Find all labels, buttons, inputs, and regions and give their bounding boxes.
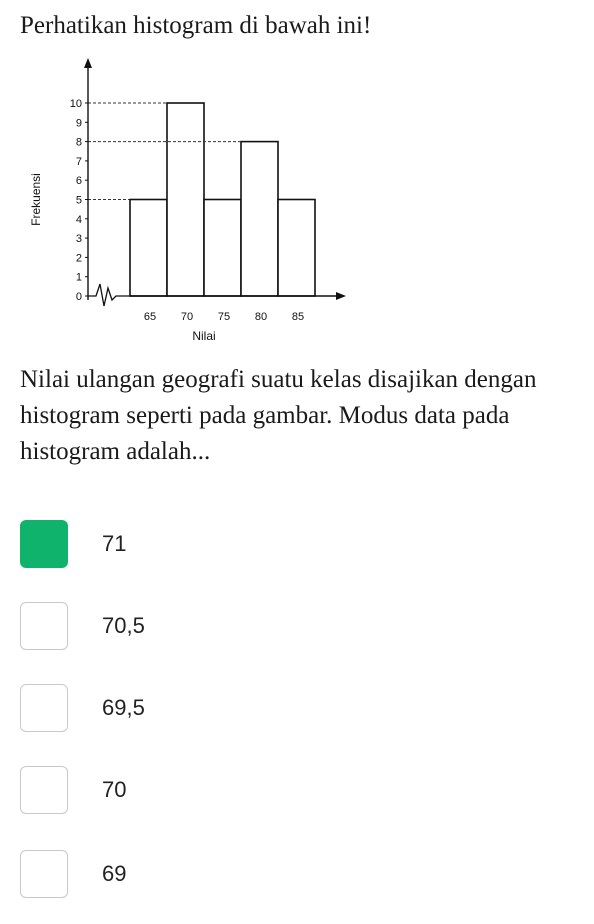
y-tick-label: 5 <box>75 194 82 207</box>
histogram-bar <box>241 142 278 296</box>
y-tick-label: 10 <box>69 98 82 110</box>
histogram-svg <box>26 56 356 352</box>
x-tick-label: 85 <box>291 311 305 323</box>
y-axis-label: Frekuensi <box>29 173 43 226</box>
page-title: Perhatikan histogram di bawah ini! <box>20 12 372 39</box>
y-tick-label: 2 <box>75 252 82 265</box>
answer-option-label: 69,5 <box>102 695 145 720</box>
y-ticks-group <box>70 98 88 303</box>
x-ticks-group <box>144 311 304 323</box>
y-tick-label: 7 <box>75 155 82 168</box>
histogram-bar <box>167 103 204 296</box>
x-tick-label: 70 <box>180 311 194 323</box>
x-tick-label: 65 <box>143 311 157 323</box>
y-tick-label: 6 <box>75 175 82 188</box>
answer-option[interactable] <box>20 602 420 654</box>
bars-group <box>130 103 315 296</box>
axis-break <box>88 284 130 306</box>
histogram-bar <box>278 200 315 297</box>
checkbox-checked[interactable] <box>20 520 68 568</box>
y-tick-label: 9 <box>75 117 82 130</box>
x-tick-label: 75 <box>217 311 231 323</box>
y-tick-label: 4 <box>75 213 82 226</box>
checkbox[interactable] <box>20 684 68 732</box>
answer-option-label: 70,5 <box>102 613 145 638</box>
question-text: Nilai ulangan geografi suatu kelas disajikan dengan histogram seperti pada gambar. Modus data pada histogram adalah... <box>20 366 537 465</box>
checkbox[interactable] <box>20 602 68 650</box>
x-axis-label: Nilai <box>192 329 216 343</box>
histogram-chart <box>26 56 356 352</box>
histogram-bar <box>130 200 167 297</box>
answer-option[interactable] <box>20 520 420 572</box>
y-axis-arrow <box>84 58 92 68</box>
checkbox[interactable] <box>20 766 68 814</box>
y-tick-label: 3 <box>75 233 82 246</box>
answer-option-label: 69 <box>102 861 127 886</box>
y-tick-label: 0 <box>75 291 82 303</box>
answer-option[interactable] <box>20 684 420 736</box>
answer-option[interactable] <box>20 766 420 818</box>
x-axis-arrow <box>336 292 346 300</box>
checkbox[interactable] <box>20 850 68 898</box>
histogram-bar <box>204 200 241 297</box>
x-tick-label: 80 <box>254 311 268 323</box>
answer-option-label: 71 <box>102 531 127 556</box>
y-tick-label: 8 <box>75 136 82 149</box>
answer-option[interactable] <box>20 850 420 902</box>
guide-lines-group <box>88 103 241 200</box>
answer-option-label: 70 <box>102 777 127 802</box>
y-tick-label: 1 <box>75 271 82 284</box>
